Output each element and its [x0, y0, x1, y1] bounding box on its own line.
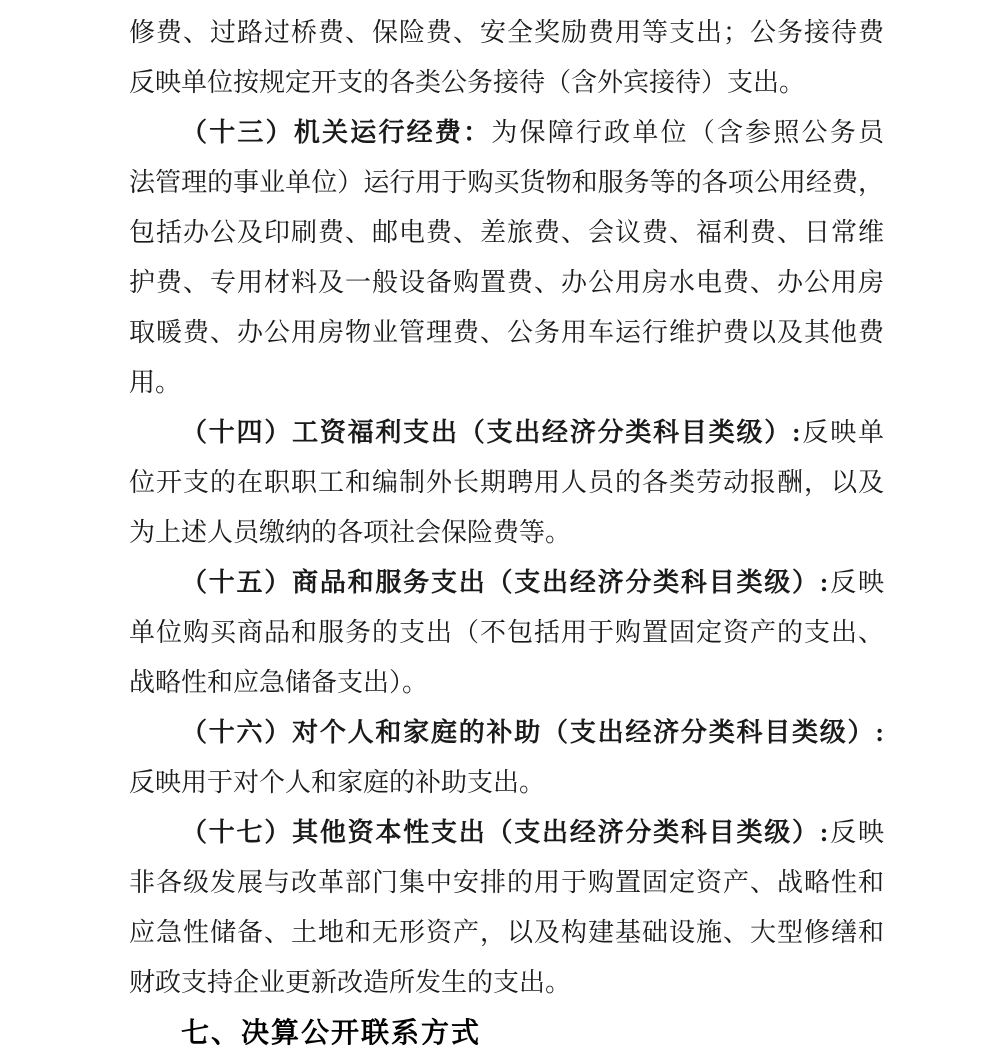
text-run: 包括办公及印刷费、邮电费、差旅费、会议费、福利费、日常维 — [129, 218, 884, 247]
document-line — [129, 208, 884, 258]
document-line — [129, 508, 884, 558]
document-body — [129, 8, 884, 1058]
document-line — [129, 808, 884, 858]
document-line — [129, 708, 884, 758]
text-run: 反映用于对个人和家庭的补助支出。 — [129, 768, 546, 797]
text-run: 用。 — [129, 368, 182, 397]
text-run: （十六）对个人和家庭的补助（支出经济分类科目类级）: — [181, 718, 884, 747]
text-run: 反映单位按规定开支的各类公务接待（含外宾接待）支出。 — [129, 68, 806, 97]
text-run: 战略性和应急储备支出）。 — [129, 668, 429, 697]
text-run: 位开支的在职职工和编制外长期聘用人员的各类劳动报酬，以及 — [129, 468, 884, 497]
document-line — [129, 8, 884, 58]
text-run: 反映 — [828, 818, 884, 847]
text-run: 护费、专用材料及一般设备购置费、办公用房水电费、办公用房 — [129, 268, 884, 297]
document-line — [129, 658, 884, 708]
text-run: 反映 — [828, 568, 884, 597]
text-run: （十四）工资福利支出（支出经济分类科目类级）: — [181, 418, 801, 447]
document-line — [129, 358, 884, 408]
text-run: 财政支持企业更新改造所发生的支出。 — [129, 968, 572, 997]
document-line — [129, 558, 884, 608]
document-line — [129, 408, 884, 458]
text-run: 法管理的事业单位）运行用于购买货物和服务等的各项公用经费， — [129, 168, 884, 197]
text-run: 七、决算公开联系方式 — [181, 1017, 482, 1048]
document-line — [129, 758, 884, 808]
document-line — [129, 108, 884, 158]
text-run: （十五）商品和服务支出（支出经济分类科目类级）: — [181, 568, 829, 597]
text-run: 为上述人员缴纳的各项社会保险费等。 — [129, 518, 572, 547]
document-line — [129, 908, 884, 958]
section-heading — [129, 1008, 884, 1058]
document-line — [129, 158, 884, 208]
text-run: 修费、过路过桥费、保险费、安全奖励费用等支出；公务接待费 — [129, 18, 884, 47]
text-run: 为保障行政单位（含参照公务员 — [491, 118, 884, 147]
document-line — [129, 258, 884, 308]
document-line — [129, 958, 884, 1008]
document-line — [129, 308, 884, 358]
text-run: 应急性储备、土地和无形资产，以及构建基础设施、大型修缮和 — [129, 918, 884, 947]
text-run: 反映单 — [800, 418, 884, 447]
text-run: （十三）机关运行经费： — [181, 118, 492, 147]
document-line — [129, 858, 884, 908]
text-run: （十七）其他资本性支出（支出经济分类科目类级）: — [181, 818, 829, 847]
document-line — [129, 458, 884, 508]
document-line — [129, 58, 884, 108]
text-run: 非各级发展与改革部门集中安排的用于购置固定资产、战略性和 — [129, 868, 884, 897]
text-run: 取暖费、办公用房物业管理费、公务用车运行维护费以及其他费 — [129, 318, 884, 347]
document-line — [129, 608, 884, 658]
text-run: 单位购买商品和服务的支出（不包括用于购置固定资产的支出、 — [129, 618, 884, 647]
